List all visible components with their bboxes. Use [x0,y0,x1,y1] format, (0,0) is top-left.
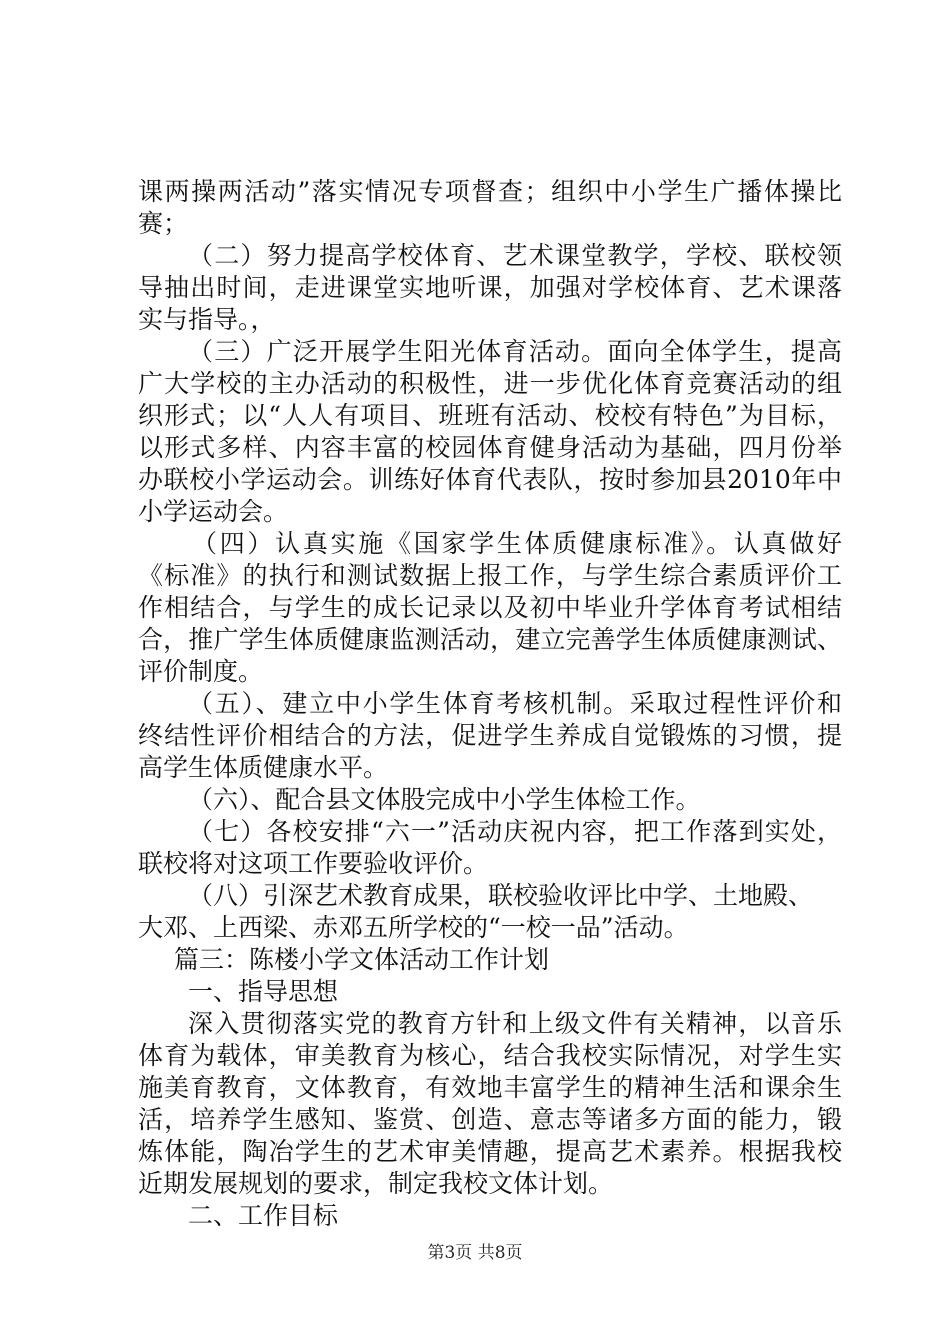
subsection-heading: 二、工作目标 [188,1201,339,1230]
text-line: 实与指导。， [138,305,276,334]
text-line: 小学运动会。 [138,497,289,526]
text-line: 终结性评价相结合的方法，促进学生养成自觉锻炼的习惯，提 [138,721,842,750]
text-line: 大邓、上西梁、赤邓五所学校的“一校一品”活动。 [138,913,689,942]
text-line: 活，培养学生感知、鉴赏、创造、意志等诸多方面的能力，锻 [138,1105,842,1134]
text-line: 联校将对这项工作要验收评价。 [138,849,489,878]
text-line: 近期发展规划的要求，制定我校文体计划。 [138,1169,614,1198]
subsection-heading: 一、指导思想 [188,977,339,1006]
text-line: 评价制度。 [138,657,264,686]
text-line: （五）、建立中小学生体育考核机制。采取过程性评价和 [188,689,842,718]
text-line: 课两操两活动”落实情况专项督查；组织中小学生广播体操比 [138,177,842,206]
text-line: 以形式多样、内容丰富的校园体育健身活动为基础，四月份举 [138,433,842,462]
text-line: （二）努力提高学校体育、艺术课堂教学，学校、联校领 [188,241,842,270]
text-line: 施美育教育，文体教育，有效地丰富学生的精神生活和课余生 [138,1073,842,1102]
text-line: 合，推广学生体质健康监测活动，建立完善学生体质健康测试、 [138,625,842,654]
text-line: （六）、配合县文体股完成中小学生体检工作。 [188,785,701,814]
text-line: 体育为载体，审美教育为核心，结合我校实际情况，对学生实 [138,1041,842,1070]
text-line: （八）引深艺术教育成果，联校验收评比中学、土地殿、 [188,881,814,910]
text-line: （四）认真实施《国家学生体质健康标准》。认真做好 [192,529,842,558]
text-line: 织形式；以“人人有项目、班班有活动、校校有特色”为目标， [138,401,842,430]
text-line: 广大学校的主办活动的积极性，进一步优化体育竞赛活动的组 [138,369,842,398]
text-line: 高学生体质健康水平。 [138,753,389,782]
text-line: 作相结合，与学生的成长记录以及初中毕业升学体育考试相结 [138,593,842,622]
text-line: 导抽出时间，走进课堂实地听课，加强对学校体育、艺术课落 [138,273,842,302]
text-line: （七）各校安排“六一”活动庆祝内容，把工作落到实处， [188,817,842,846]
text-line: 《标准》的执行和测试数据上报工作，与学生综合素质评价工 [138,561,842,590]
text-line: 办联校小学运动会。训练好体育代表队，按时参加县2010年中 [138,465,842,494]
text-line: （三）广泛开展学生阳光体育活动。面向全体学生，提高 [188,337,842,366]
page-number-footer: 第3页 共8页 [427,1243,523,1263]
text-line: 深入贯彻落实党的教育方针和上级文件有关精神，以音乐 [188,1009,842,1038]
text-line: 炼体能，陶冶学生的艺术审美情趣，提高艺术素养。根据我校 [138,1137,842,1166]
text-line: 赛； [138,209,189,238]
section-heading: 篇三：陈楼小学文体活动工作计划 [174,945,550,974]
